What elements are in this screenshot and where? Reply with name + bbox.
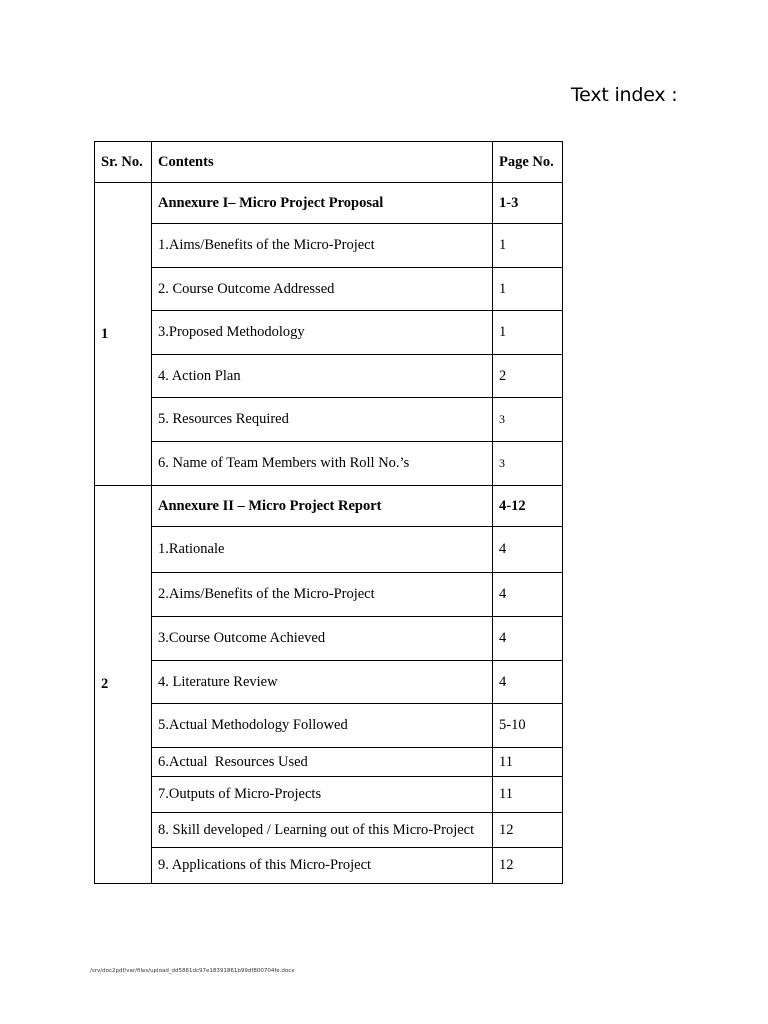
table-row (95, 355, 563, 398)
index-table (94, 141, 563, 884)
page-cell: 1-3 (493, 183, 563, 224)
contents-cell: 3.Proposed Methodology (152, 311, 493, 355)
contents-cell: 7.Outputs of Micro-Projects (152, 777, 493, 813)
table-row (95, 183, 563, 224)
contents-cell: Annexure II – Micro Project Report (152, 486, 493, 527)
contents-cell: 1.Rationale (152, 527, 493, 573)
table-row (95, 527, 563, 573)
page-cell: 2 (493, 355, 563, 398)
contents-cell: 4. Action Plan (152, 355, 493, 398)
contents-cell: 9. Applications of this Micro-Project (152, 848, 493, 884)
page-cell: 1 (493, 268, 563, 311)
table-row (95, 704, 563, 748)
table-row (95, 813, 563, 848)
sr-no-cell: 2 (95, 486, 152, 884)
table-row (95, 617, 563, 661)
table-header-row (95, 142, 563, 183)
page-cell: 5-10 (493, 704, 563, 748)
page-cell: 4 (493, 573, 563, 617)
header-sr-no: Sr. No. (95, 142, 152, 183)
header-page-no: Page No. (493, 142, 563, 183)
table-row (95, 777, 563, 813)
page-cell: 11 (493, 777, 563, 813)
table-row (95, 311, 563, 355)
contents-cell: 4. Literature Review (152, 661, 493, 704)
page-cell: 1 (493, 224, 563, 268)
contents-cell: 3.Course Outcome Achieved (152, 617, 493, 661)
page-cell: 4 (493, 527, 563, 573)
header-contents: Contents (152, 142, 493, 183)
table-row (95, 442, 563, 486)
page-cell: 4 (493, 661, 563, 704)
contents-cell: 5.Actual Methodology Followed (152, 704, 493, 748)
contents-cell: 1.Aims/Benefits of the Micro-Project (152, 224, 493, 268)
contents-cell: 2. Course Outcome Addressed (152, 268, 493, 311)
table-row (95, 573, 563, 617)
file-path-footer: /srv/doc2pdf/var/files/upload_dd5861dc97e18391861b99df800704fe.docx (90, 968, 295, 974)
contents-cell: 2.Aims/Benefits of the Micro-Project (152, 573, 493, 617)
page-cell: 1 (493, 311, 563, 355)
table-row (95, 224, 563, 268)
table-row (95, 486, 563, 527)
table-row (95, 398, 563, 442)
table-row (95, 748, 563, 777)
contents-cell: Annexure I– Micro Project Proposal (152, 183, 493, 224)
contents-cell: 6.Actual Resources Used (152, 748, 493, 777)
contents-cell: 5. Resources Required (152, 398, 493, 442)
table-row (95, 268, 563, 311)
page-cell: 12 (493, 813, 563, 848)
contents-cell: 6. Name of Team Members with Roll No.’s (152, 442, 493, 486)
contents-cell: 8. Skill developed / Learning out of this Micro-Project (152, 813, 493, 848)
page-cell: 4-12 (493, 486, 563, 527)
page-cell: 12 (493, 848, 563, 884)
table-row (95, 848, 563, 884)
page-cell: 11 (493, 748, 563, 777)
table-row (95, 661, 563, 704)
sr-no-cell: 1 (95, 183, 152, 486)
page-heading: Text index : (571, 84, 678, 106)
page-cell: 3 (493, 442, 563, 486)
page-cell: 4 (493, 617, 563, 661)
page-cell: 3 (493, 398, 563, 442)
